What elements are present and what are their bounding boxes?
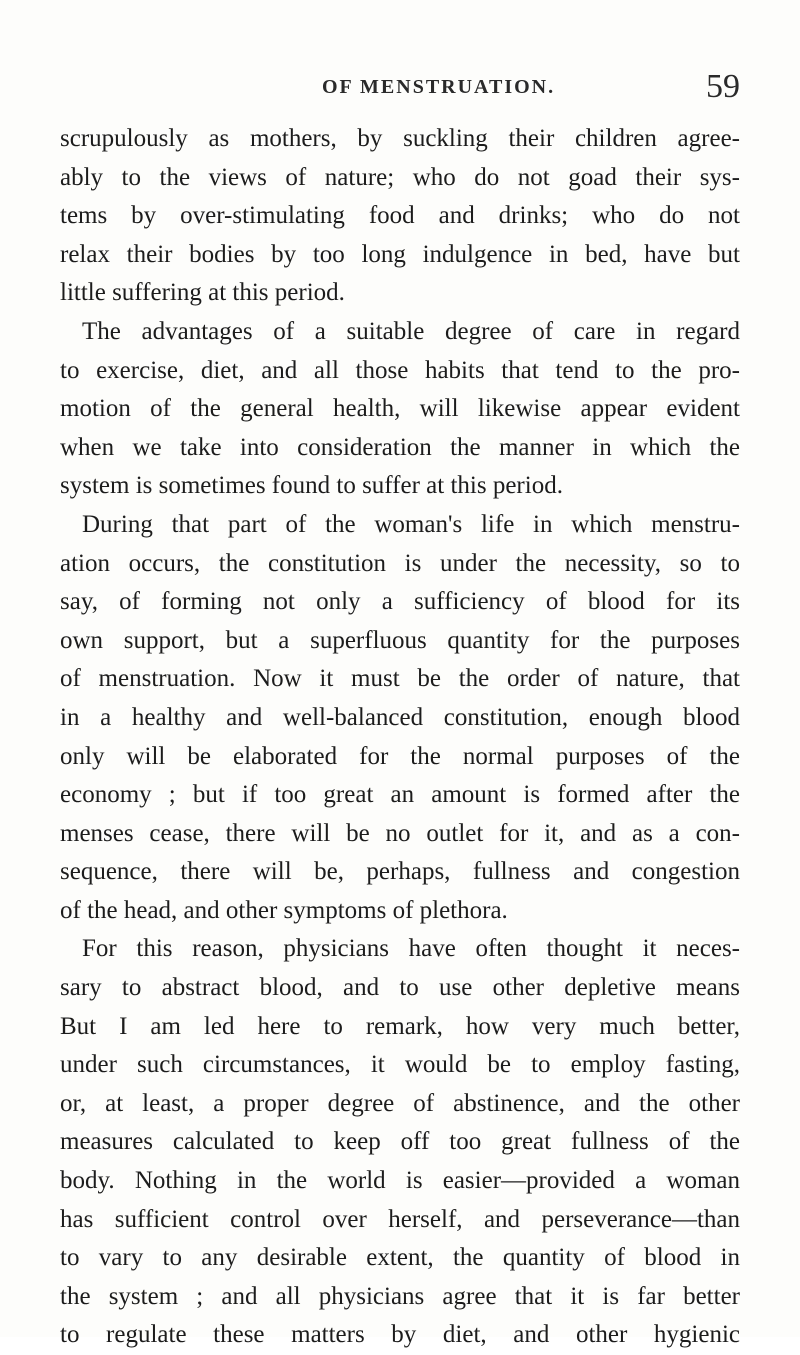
text-line: The advantages of a suitable degree of care in regard bbox=[82, 317, 740, 345]
text-line: the system ; and all physicians agree that it is far better bbox=[60, 1282, 740, 1310]
text-line: ably to the views of nature; who do not goad their sys- bbox=[60, 163, 740, 191]
text-line: ation occurs, the constitution is under the necessity, so to bbox=[60, 549, 740, 577]
text-line: own support, but a superfluous quantity for the purposes bbox=[60, 626, 740, 654]
text-line: relax their bodies by too long indulgence in bed, have but bbox=[60, 240, 740, 268]
text-line: But I am led here to remark, how very much better, bbox=[60, 1012, 740, 1040]
page-number: 59 bbox=[706, 68, 740, 105]
text-line: scrupulously as mothers, by suckling their children agree- bbox=[60, 125, 740, 152]
text-line: motion of the general health, will likewise appear evident bbox=[60, 395, 740, 423]
text-line: when we take into consideration the manner in which the bbox=[60, 433, 740, 461]
text-line: to exercise, diet, and all those habits that tend to the pro- bbox=[60, 356, 740, 384]
text-line: little suffering at this period. bbox=[60, 279, 345, 307]
text-line: economy ; but if too great an amount is formed after the bbox=[60, 781, 740, 809]
running-head bbox=[60, 68, 740, 116]
text-line: of menstruation. Now it must be the order of nature, that bbox=[60, 665, 740, 693]
text-line: measures calculated to keep off too great fullness of the bbox=[60, 1128, 740, 1156]
text-line: menses cease, there will be no outlet for it, and as a con- bbox=[60, 819, 740, 847]
text-line: sary to abstract blood, and to use other depletive means bbox=[60, 974, 740, 1002]
body-text bbox=[60, 120, 740, 1355]
text-line: of the head, and other symptoms of plethora. bbox=[60, 896, 508, 924]
text-line: sequence, there will be, perhaps, fullness and congestion bbox=[60, 858, 740, 886]
text-line: or, at least, a proper degree of abstinence, and the other bbox=[60, 1089, 740, 1117]
text-line: During that part of the woman's life in which menstru- bbox=[82, 510, 740, 538]
text-line: system is sometimes found to suffer at this period. bbox=[60, 472, 563, 500]
text-line: has sufficient control over herself, and perseverance—than bbox=[60, 1205, 740, 1233]
text-line: only will be elaborated for the normal purposes of the bbox=[60, 742, 740, 770]
text-line: to vary to any desirable extent, the quantity of blood in bbox=[60, 1244, 740, 1272]
text-line: For this reason, physicians have often thought it neces- bbox=[82, 935, 740, 963]
text-line: body. Nothing in the world is easier—provided a woman bbox=[60, 1167, 740, 1195]
text-line: in a healthy and well-balanced constitution, enough blood bbox=[60, 703, 740, 731]
text-line: say, of forming not only a sufficiency of blood for its bbox=[60, 588, 740, 616]
text-line: tems by over-stimulating food and drinks; who do not bbox=[60, 202, 740, 230]
text-line: under such circumstances, it would be to employ fasting, bbox=[60, 1051, 740, 1079]
running-title: OF MENSTRUATION. bbox=[322, 76, 556, 98]
text-line: to regulate these matters by diet, and other hygienic bbox=[60, 1321, 740, 1349]
